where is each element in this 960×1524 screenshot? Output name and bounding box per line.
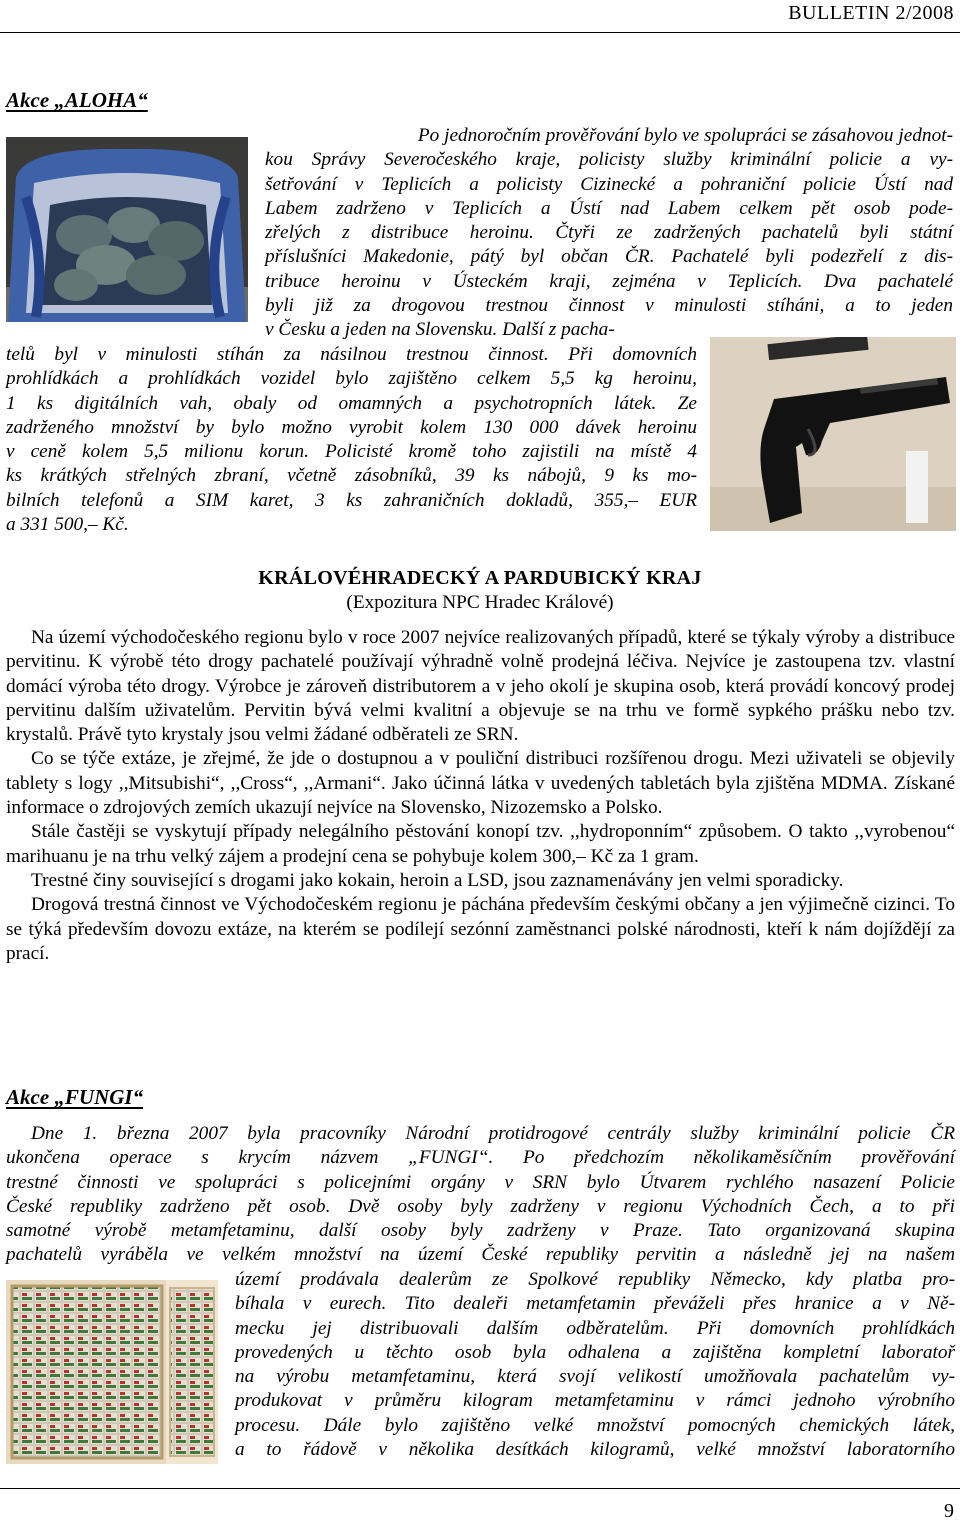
photo-seized-boxes <box>6 1280 218 1464</box>
text-line: a 331 500,– Kč. <box>6 514 129 536</box>
footer-rule <box>0 1488 960 1489</box>
text-line: zřelých z distribuce heroinu. Čtyři ze zadržených pachatelů byli státní <box>265 222 953 244</box>
text-line: na výrobu metamfetaminu, která svojí velikostí umožňovala pachatelům vy- <box>235 1366 955 1388</box>
text-line: kou Správy Severočeského kraje, policisty služby kriminální policie a vy- <box>265 149 953 171</box>
header-rule <box>0 32 960 33</box>
text-line: příslušníci Makedonie, pátý byl občan ČR. Pachatelé byli podezřelí z dis- <box>265 246 953 268</box>
paragraph: Co se týče extáze, je zřejmé, že jde o dostupnou a v pouliční distribuci rozšířenou drogu. Mezi uživateli se objevily tablety s logy ,,Mitsubishi“, ,,Cross“, ,,Armani“. Jako účinná látka v uvedených tabletách byla zjištěna MDMA. Získané informace o zdrojových zemích ukazují nejvíce na Slovensko, Nizozemsko a Polsko. <box>6 748 955 819</box>
text-line: prohlídkách a prohlídkách vozidel bylo zajištěno celkem 5,5 kg heroinu, <box>6 368 697 390</box>
text-line: mecku jej distribuovali dalším odběratelům. Při domovních prohlídkách <box>235 1317 955 1339</box>
text-line: Po jednoročním prověřování bylo ve spolupráci se zásahovou jednot- <box>417 125 953 146</box>
text-line: Labem zadrženo v Teplicích a Ústí nad Labem celkem pět osob pode- <box>265 197 953 219</box>
paragraph: Trestné činy související s drogami jako kokain, heroin a LSD, jsou zaznamenávány jen velmi sporadicky. <box>31 869 844 891</box>
paragraph: Na území východočeského regionu bylo v roce 2007 nejvíce realizovaných případů, které se týkaly výroby a distribuce pervitinu. K výrobě této drogy pachatelé používají výhradně volně prodejná léčiva. Nejvíce je zastoupena tzv. vlastní domácí výroba této drogy. Výrobce je zároveň distributorem a v jeho okolí je skupina osob, která provádí koncový prodej pervitinu dalším uživatelům. Pervitin bývá velmi kvalitní a objevuje se na trhu ve formě sypkého prášku nebo tzv. krystalů. Právě tyto krystaly jsou velmi žádané odběrateli ze SRN. <box>6 627 955 746</box>
aloha-text-beside-photo <box>265 124 953 343</box>
text-line: šetřování v Teplicích a policisty Cizinecké a pohraniční policie Ústí nad <box>265 173 953 195</box>
text-line: samotné výrobě metamfetaminu, další osoby byly zadrženy v Praze. Tato organizovaná skupina <box>6 1220 955 1242</box>
section-title-aloha: Akce „ALOHA“ <box>6 88 148 112</box>
region-subheading: (Expozitura NPC Hradec Králové) <box>346 592 614 613</box>
region-body <box>6 626 955 966</box>
text-line: a to řádově v několika desítkách kilogramů, velké množství laboratorního <box>235 1439 955 1461</box>
text-line: bilních telefonů a SIM karet, 3 ks zahraničních dokladů, 355,– EUR <box>6 489 697 511</box>
text-line: provedených u těchto osob byla odhalena a zajištěna kompletní laboratoř <box>235 1341 955 1363</box>
text-line: bíhala v eurech. Tito dealeři metamfetamin převáželi přes hranice a v Ně- <box>235 1293 955 1315</box>
text-line: produkovat v průměru kilogram metamfetaminu v rámci jednoho výrobního <box>235 1390 955 1412</box>
aloha-text-beside-gun <box>6 343 697 537</box>
text-line: pachatelů vyráběla ve velkém množství na území České republiky pervitin a následně jej na našem <box>6 1244 955 1266</box>
region-heading: KRÁLOVÉHRADECKÝ A PARDUBICKÝ KRAJ <box>258 567 702 589</box>
photo-pistol <box>710 337 956 531</box>
text-line: procesu. Dále bylo zajištěno velké množství pomocných chemických látek, <box>235 1414 955 1436</box>
text-line: České republiky zadrženo pět osob. Dvě osoby byly zadrženy v regionu Východních Čech, a to při <box>6 1195 955 1217</box>
fungi-text-beside-photo <box>235 1268 955 1462</box>
text-line: tribuce heroinu v Ústeckém kraji, zejména v Teplicích. Dva pachatelé <box>265 270 953 292</box>
text-line: zadrženého množství by bylo možno vyrobit kolem 130 000 dávek heroinu <box>6 416 697 438</box>
text-line: v ceně kolem 5,5 milionu korun. Policisté kromě toho zajistili na místě 4 <box>6 441 697 463</box>
paragraph: Drogová trestná činnost ve Východočeském regionu je páchána především českými občany a jen výjimečně cizinci. To se týká především dovozu extáze, na kterém se podílejí sezónní zaměstnanci polské národnosti, kteří k nám dojíždějí za prací. <box>6 894 955 964</box>
running-header: BULLETIN 2/2008 <box>788 2 954 24</box>
text-line: byli již za drogovou trestnou činnost v minulosti stíháni, a to jeden <box>265 295 953 317</box>
text-line: 1 ks digitálních vah, obaly od omamných a psychotropních látek. Ze <box>6 392 697 414</box>
text-line: trestné činnosti ve spolupráci s policejními orgány v SRN bylo Útvarem rychlého nasazení Policie <box>6 1171 955 1193</box>
text-line: území prodávala dealerům ze Spolkové republiky Německo, kdy platba pro- <box>235 1269 955 1290</box>
page-number: 9 <box>944 1500 954 1522</box>
text-line: Dne 1. března 2007 byla pracovníky Národní protidrogové centrály služby kriminální policie ČR <box>31 1123 955 1144</box>
text-line: ks krátkých střelných zbraní, včetně zásobníků, 39 ks nábojů, 9 ks mo- <box>6 465 697 487</box>
fungi-text-full-width <box>6 1122 955 1268</box>
text-line: telů byl v minulosti stíhán za násilnou trestnou činnost. Při domovních <box>6 344 697 365</box>
paragraph: Stále častěji se vyskytují případy nelegálního pěstování konopí tzv. ,,hydroponním“ způsobem. O takto ,,vyrobenou“ marihuanu je na trhu velký zájem a prodejní cena se pohybuje kolem 300,– Kč za 1 gram. <box>6 821 955 867</box>
text-line: ukončena operace s krycím názvem „FUNGI“. Po předchozím několikaměsíčním prověřování <box>6 1147 955 1169</box>
photo-bag-with-heroin <box>6 137 248 322</box>
text-line: v Česku a jeden na Slovensku. Další z pacha- <box>265 319 615 341</box>
section-title-fungi: Akce „FUNGI“ <box>6 1085 144 1109</box>
